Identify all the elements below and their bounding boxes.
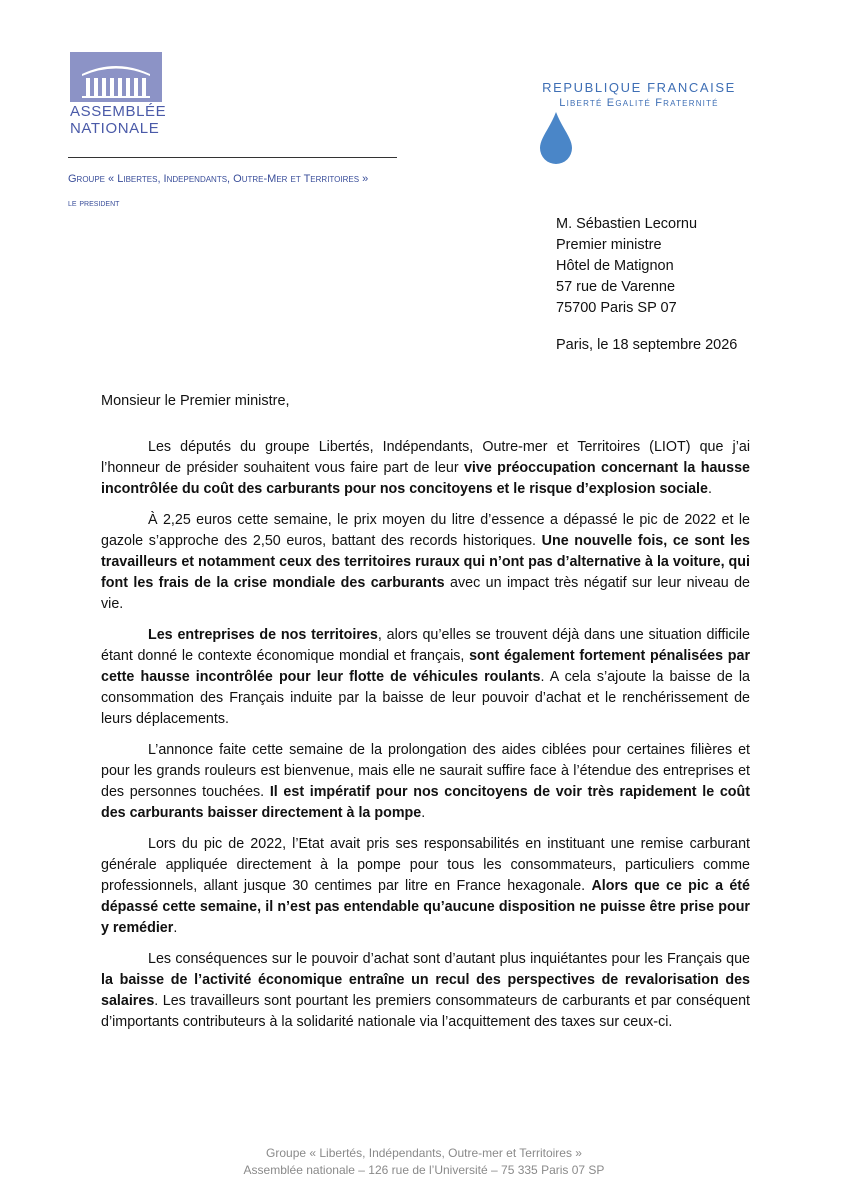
body-paragraph — [101, 625, 750, 730]
bold-text: Les entreprises de nos territoires — [148, 627, 378, 643]
bold-text: Alors que ce pic a été dépassé cette semaine, il n’est pas entendable qu’aucune disposition ne puisse être prise pour y remédier — [101, 878, 750, 936]
hemicycle-icon — [70, 52, 162, 102]
text-run: Les conséquences sur le pouvoir d’achat sont d’autant plus inquiétantes pour les Français que — [148, 951, 750, 967]
text-run: Lors du pic de 2022, l’Etat avait pris ses responsabilités en instituant une remise carburant générale appliquée directement à la pompe pour tous les consommateurs, particuliers comme professionnels, allant jusque 30 centimes par litre en France hexagonale. — [101, 836, 750, 894]
letter-date: Paris, le 18 septembre 2026 — [556, 337, 738, 353]
text-run: . Les travailleurs sont pourtant les premiers consommateurs de carburants et par conséquent d’importants contributeurs à la solidarité nationale via l’acquittement des taxes sur ceux-ci. — [101, 993, 750, 1030]
text-run: . A cela s’ajoute la baisse de la consommation des Français induite par la baisse de leur pouvoir d’achat et le renchérissement de leurs déplacements. — [101, 669, 750, 727]
body-paragraph — [101, 437, 750, 500]
salutation: Monsieur le Premier ministre, — [101, 393, 290, 409]
bold-text: la baisse de l’activité économique entraîne un recul des perspectives de revalorisation des salaires — [101, 972, 750, 1009]
page-footer — [0, 1145, 848, 1179]
recipient-building: Hôtel de Matignon — [556, 258, 674, 274]
footer-line-2: Assemblée nationale – 126 rue de l’Université – 75 335 Paris 07 SP — [243, 1163, 605, 1177]
bold-text: Il est impératif pour nos concitoyens de voir très rapidement le coût des carburants baisser directement à la pompe — [101, 784, 751, 821]
letter-body — [101, 437, 750, 1043]
text-run: . — [173, 920, 178, 936]
bold-text: Une nouvelle fois, ce sont les travailleurs et notamment ceux des territoires ruraux qui n’ont pas d’alternative à la voiture, qui font les frais de la crise mondiale des carburants — [101, 533, 750, 591]
marianne-drop-icon — [536, 100, 576, 166]
text-run: avec un impact très négatif sur leur niveau de vie. — [101, 575, 751, 612]
text-run: , alors qu’elles se trouvent déjà dans une situation difficile étant donné le contexte économique mondial et français, — [101, 627, 750, 664]
bold-text: sont également fortement pénalisées par cette hausse incontrôlée pour leur flotte de véhicules roulants — [101, 648, 751, 685]
header-divider — [68, 157, 397, 158]
recipient-street: 57 rue de Varenne — [556, 279, 676, 295]
text-run: À 2,25 euros cette semaine, le prix moyen du litre d’essence a dépassé le pic de 2022 et le gazole s’approche des 2,50 euros, battant des records historiques. — [101, 512, 750, 549]
body-paragraph — [101, 510, 750, 615]
recipient-name: M. Sébastien Lecornu — [556, 216, 698, 232]
sender-role: le president — [68, 198, 120, 209]
recipient-city: 75700 Paris SP 07 — [556, 300, 677, 316]
text-run: . — [707, 481, 712, 497]
body-paragraph — [101, 740, 750, 824]
footer-line-1: Groupe « Libertés, Indépendants, Outre-mer et Territoires » — [266, 1146, 582, 1160]
republic-title: REPUBLIQUE FRANCAISE — [542, 80, 736, 95]
recipient-title: Premier ministre — [556, 237, 662, 253]
body-paragraph — [101, 949, 750, 1033]
body-paragraph — [101, 834, 750, 939]
logo-line-1: ASSEMBLÉE — [70, 103, 167, 120]
group-name: Groupe « Libertes, Independants, Outre-Mer et Territoires » — [68, 173, 369, 185]
text-run: L’annonce faite cette semaine de la prolongation des aides ciblées pour certaines filières et pour les grands rouleurs est bienvenue, mais elle ne saurait suffire face à l’étendue des entreprises et des personnes touchées. — [101, 742, 750, 800]
logo-line-2: NATIONALE — [70, 120, 160, 137]
recipient-address — [556, 214, 697, 319]
bold-text: vive préoccupation concernant la hausse incontrôlée du coût des carburants pour nos concitoyens et le risque d’explosion sociale — [101, 460, 750, 497]
republic-motto: Liberté Egalité Fraternité — [559, 97, 719, 109]
text-run: Les députés du groupe Libertés, Indépendants, Outre-mer et Territoires (LIOT) que j’ai l’honneur de présider souhaitent vous faire part de leur — [101, 439, 750, 476]
text-run: . — [421, 805, 426, 821]
assemblee-nationale-logo — [70, 52, 166, 136]
